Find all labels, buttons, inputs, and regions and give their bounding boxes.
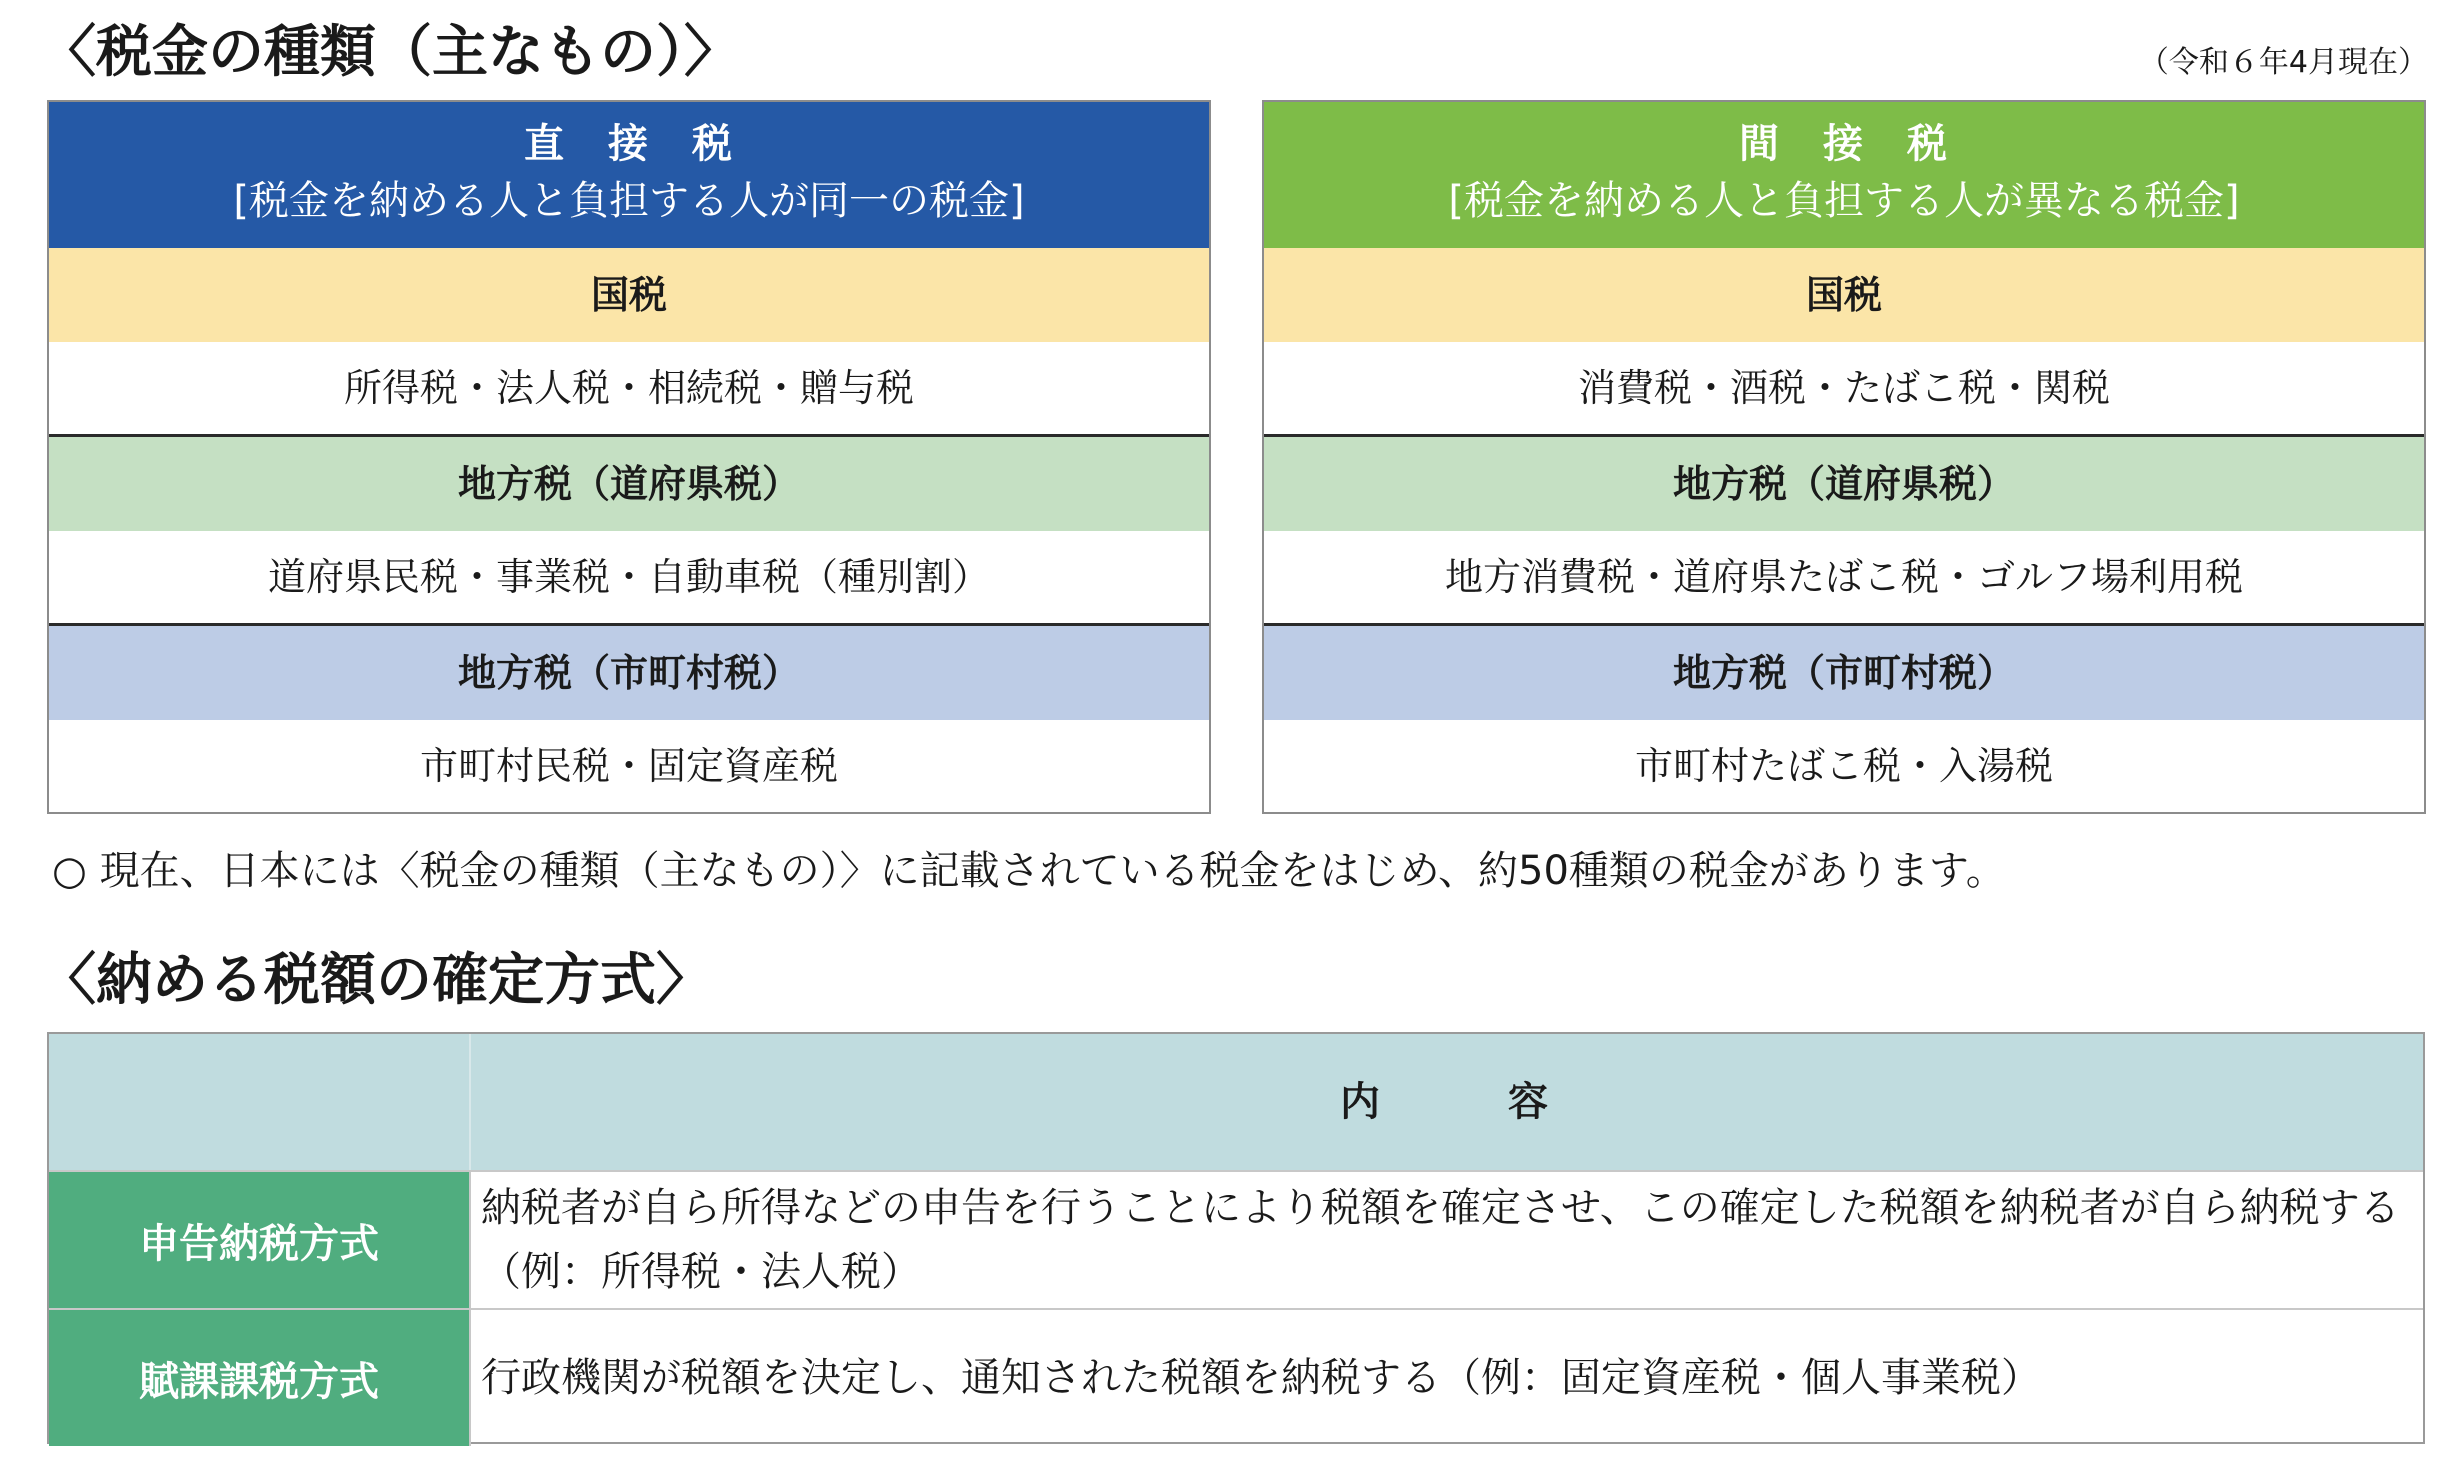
section-title-method: 〈納める税額の確定方式〉 — [40, 948, 712, 1013]
direct-municipal-label: 地方税（市町村税） — [49, 626, 1209, 720]
direct-municipal-items: 市町村民税・固定資産税 — [49, 720, 1209, 812]
method-name-cell: 申告納税方式 — [49, 1172, 469, 1308]
method-table-header-row — [49, 1034, 2423, 1170]
table-row — [49, 1170, 2423, 1308]
indirect-municipal-label: 地方税（市町村税） — [1264, 626, 2424, 720]
method-content-cell: 行政機関が税額を決定し、通知された税額を納税する（例：固定資産税・個人事業税） — [469, 1310, 2423, 1446]
indirect-tax-description: [税金を納める人と負担する人が異なる税金] — [1448, 178, 2240, 224]
indirect-tax-header — [1264, 102, 2424, 248]
indirect-prefectural-label: 地方税（道府県税） — [1264, 437, 2424, 531]
direct-prefectural-items: 道府県民税・事業税・自動車税（種別割） — [49, 531, 1209, 626]
method-header-blank-cell — [49, 1034, 471, 1170]
direct-national-label: 国税 — [49, 248, 1209, 342]
indirect-national-label: 国税 — [1264, 248, 2424, 342]
indirect-tax-table — [1262, 100, 2426, 814]
method-table — [47, 1032, 2425, 1444]
method-name-cell: 賦課課税方式 — [49, 1310, 469, 1446]
direct-prefectural-label: 地方税（道府県税） — [49, 437, 1209, 531]
method-content-cell: 納税者が自ら所得などの申告を行うことにより税額を確定させ、この確定した税額を納税者が自ら納税する（例：所得税・法人税） — [469, 1172, 2423, 1308]
direct-tax-description: [税金を納める人と負担する人が同一の税金] — [233, 178, 1025, 224]
table-row — [49, 1308, 2423, 1446]
direct-tax-name: 直 接 税 — [524, 121, 734, 167]
indirect-national-items: 消費税・酒税・たばこ税・関税 — [1264, 342, 2424, 437]
direct-national-items: 所得税・法人税・相続税・贈与税 — [49, 342, 1209, 437]
note-text: ○ 現在、日本には〈税金の種類（主なもの）〉に記載されている税金をはじめ、約50種類の税金があります。 — [52, 848, 2006, 894]
indirect-prefectural-items: 地方消費税・道府県たばこ税・ゴルフ場利用税 — [1264, 531, 2424, 626]
direct-tax-header — [49, 102, 1209, 248]
indirect-tax-name: 間 接 税 — [1739, 121, 1949, 167]
page-title: 〈税金の種類（主なもの）〉 — [40, 20, 740, 85]
method-header-content: 内 容 — [1340, 1079, 1550, 1125]
direct-tax-table — [47, 100, 1211, 814]
indirect-municipal-items: 市町村たばこ税・入湯税 — [1264, 720, 2424, 812]
as-of-date: （令和６年4月現在） — [2138, 45, 2428, 80]
